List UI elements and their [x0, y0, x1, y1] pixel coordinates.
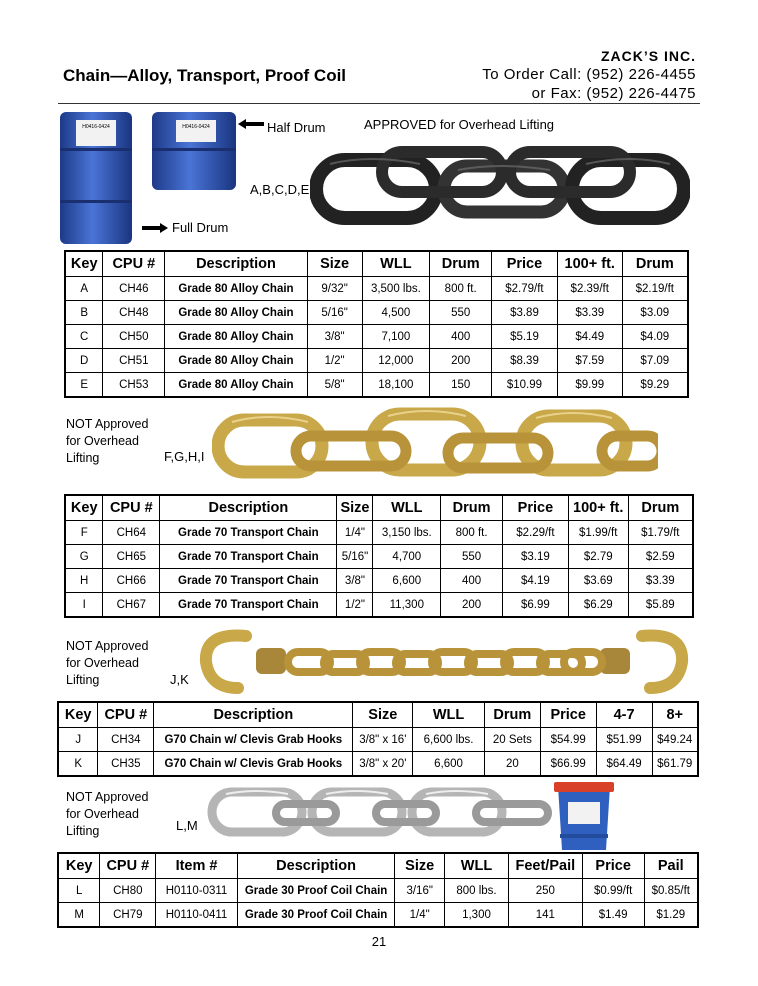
table-cell: $4.09 [622, 325, 688, 349]
table-cell: $1.79/ft [628, 521, 693, 545]
table-cell: Grade 70 Transport Chain [160, 521, 337, 545]
table-cell: $6.29 [568, 593, 628, 618]
table-cell: $51.99 [596, 728, 652, 752]
table-cell: 5/16" [337, 545, 373, 569]
table-cell: G70 Chain w/ Clevis Grab Hooks [154, 728, 353, 752]
table-cell: 20 [484, 752, 540, 777]
table-cell: $2.29/ft [503, 521, 569, 545]
table-cell: 3/8" [307, 325, 362, 349]
table-cell: $3.19 [503, 545, 569, 569]
table-cell: 3/8" [337, 569, 373, 593]
table-cell: CH50 [103, 325, 165, 349]
table-cell: Grade 80 Alloy Chain [165, 301, 308, 325]
table-cell: H0110-0411 [156, 903, 238, 928]
table-cell: $1.49 [582, 903, 644, 928]
grab-hook-chain-table [57, 701, 699, 777]
arrow-left-icon [236, 118, 266, 130]
table-cell: CH53 [103, 373, 165, 398]
table-cell: E [65, 373, 103, 398]
table-cell: 250 [508, 879, 582, 903]
table-cell: Grade 80 Alloy Chain [165, 325, 308, 349]
table-cell: 6,600 [413, 752, 485, 777]
half-drum-label: Half Drum [267, 120, 326, 135]
table-cell: $10.99 [492, 373, 558, 398]
table-cell: A [65, 277, 103, 301]
table-cell: $5.89 [628, 593, 693, 618]
table-cell: $4.49 [557, 325, 622, 349]
table-cell: $3.69 [568, 569, 628, 593]
keys-label-j-k: J,K [170, 672, 189, 687]
column-header: Price [503, 495, 569, 521]
table-cell: 141 [508, 903, 582, 928]
column-header: Drum [628, 495, 693, 521]
table-row [58, 752, 698, 777]
table-cell: I [65, 593, 103, 618]
column-header: Size [307, 251, 362, 277]
table-cell: 1,300 [445, 903, 509, 928]
table-row [65, 569, 693, 593]
gold-transport-chain-image [212, 400, 658, 488]
column-header: Description [237, 853, 394, 879]
table-row [58, 728, 698, 752]
table-cell: 3,150 lbs. [373, 521, 441, 545]
column-header: 100+ ft. [557, 251, 622, 277]
table-cell: 6,600 lbs. [413, 728, 485, 752]
table-cell: F [65, 521, 103, 545]
column-header: Drum [622, 251, 688, 277]
table-cell: $2.39/ft [557, 277, 622, 301]
table-cell: 550 [441, 545, 503, 569]
table-cell: 150 [430, 373, 492, 398]
table-cell: CH51 [103, 349, 165, 373]
column-header: Price [540, 702, 596, 728]
table-cell: Grade 70 Transport Chain [160, 593, 337, 618]
table-cell: $9.99 [557, 373, 622, 398]
table-cell: $3.89 [492, 301, 558, 325]
table-cell: $3.39 [557, 301, 622, 325]
page-title: Chain—Alloy, Transport, Proof Coil [63, 66, 347, 85]
table-cell: 400 [441, 569, 503, 593]
table-cell: 9/32" [307, 277, 362, 301]
table-cell: $4.19 [503, 569, 569, 593]
table-cell: CH46 [103, 277, 165, 301]
column-header: Key [58, 853, 100, 879]
table-cell: $3.39 [628, 569, 693, 593]
table-cell: Grade 80 Alloy Chain [165, 349, 308, 373]
column-header: Pail [644, 853, 698, 879]
table-row [58, 903, 698, 928]
table-cell: CH35 [98, 752, 154, 777]
table-cell: 800 lbs. [445, 879, 509, 903]
table-cell: G [65, 545, 103, 569]
page-number: 21 [371, 934, 387, 949]
table-cell: $2.79 [568, 545, 628, 569]
transport-chain-table [64, 494, 694, 618]
approval-label: APPROVED for Overhead Lifting [364, 117, 555, 132]
column-header: Item # [156, 853, 238, 879]
table-cell: $7.09 [622, 349, 688, 373]
column-header: 4-7 [596, 702, 652, 728]
not-approved-label-3: NOT Approved for Overhead Lifting [66, 639, 149, 687]
table-cell: Grade 70 Transport Chain [160, 569, 337, 593]
table-cell: 1/2" [307, 349, 362, 373]
column-header: CPU # [103, 251, 165, 277]
header-divider [58, 103, 700, 104]
table-cell: Grade 80 Alloy Chain [165, 277, 308, 301]
table-cell: 3/8" x 16' [353, 728, 413, 752]
table-cell: $49.24 [652, 728, 698, 752]
table-row [65, 593, 693, 618]
table-cell: $61.79 [652, 752, 698, 777]
pail-image [552, 780, 616, 852]
column-header: WLL [413, 702, 485, 728]
column-header: 8+ [652, 702, 698, 728]
table-cell: 1/4" [337, 521, 373, 545]
not-approved-label-4: NOT Approved for Overhead Lifting [66, 790, 149, 838]
column-header: CPU # [100, 853, 156, 879]
table-cell: 1/2" [337, 593, 373, 618]
table-cell: CH64 [103, 521, 160, 545]
table-cell: 3,500 lbs. [362, 277, 430, 301]
table-cell: H0110-0311 [156, 879, 238, 903]
table-cell: J [58, 728, 98, 752]
column-header: Description [160, 495, 337, 521]
table-cell: $1.99/ft [568, 521, 628, 545]
order-contact [482, 65, 696, 103]
column-header: Feet/Pail [508, 853, 582, 879]
table-cell: Grade 70 Transport Chain [160, 545, 337, 569]
keys-label-a-e: A,B,C,D,E [250, 182, 310, 197]
table-cell: Grade 80 Alloy Chain [165, 373, 308, 398]
column-header: Drum [441, 495, 503, 521]
column-header: Size [395, 853, 445, 879]
column-header: Drum [430, 251, 492, 277]
table-cell: 4,500 [362, 301, 430, 325]
table-row [65, 277, 688, 301]
column-header: WLL [362, 251, 430, 277]
column-header: WLL [445, 853, 509, 879]
table-cell: 3/16" [395, 879, 445, 903]
full-drum-tag: H0416-0424 [82, 124, 110, 130]
column-header: Description [165, 251, 308, 277]
table-cell: $0.99/ft [582, 879, 644, 903]
table-cell: $5.19 [492, 325, 558, 349]
table-cell: 1/4" [395, 903, 445, 928]
black-alloy-chain-image [310, 140, 690, 238]
table-cell: CH48 [103, 301, 165, 325]
table-cell: $54.99 [540, 728, 596, 752]
table-cell: $66.99 [540, 752, 596, 777]
table-cell: 18,100 [362, 373, 430, 398]
table-cell: 6,600 [373, 569, 441, 593]
table-cell: $1.29 [644, 903, 698, 928]
column-header: Key [65, 251, 103, 277]
table-cell: K [58, 752, 98, 777]
table-cell: 200 [441, 593, 503, 618]
table-cell: CH65 [103, 545, 160, 569]
table-cell: $2.19/ft [622, 277, 688, 301]
column-header: Size [337, 495, 373, 521]
column-header: Price [492, 251, 558, 277]
table-cell: G70 Chain w/ Clevis Grab Hooks [154, 752, 353, 777]
table-cell: $6.99 [503, 593, 569, 618]
column-header: 100+ ft. [568, 495, 628, 521]
table-cell: 800 ft. [441, 521, 503, 545]
table-row [65, 301, 688, 325]
table-cell: Grade 30 Proof Coil Chain [237, 879, 394, 903]
table-cell: C [65, 325, 103, 349]
table-cell: M [58, 903, 100, 928]
table-cell: 800 ft. [430, 277, 492, 301]
half-drum-icon [152, 112, 236, 190]
column-header: WLL [373, 495, 441, 521]
table-row [65, 521, 693, 545]
table-cell: 5/16" [307, 301, 362, 325]
table-cell: CH79 [100, 903, 156, 928]
table-cell: $9.29 [622, 373, 688, 398]
arrow-right-icon [140, 222, 170, 234]
table-cell: 20 Sets [484, 728, 540, 752]
half-drum-tag: H0416-0424 [182, 124, 210, 130]
company-name: ZACK’S INC. [601, 48, 696, 64]
table-row [58, 879, 698, 903]
column-header: Key [65, 495, 103, 521]
table-cell: B [65, 301, 103, 325]
table-cell: 12,000 [362, 349, 430, 373]
table-cell: CH67 [103, 593, 160, 618]
table-cell: $64.49 [596, 752, 652, 777]
table-cell: $8.39 [492, 349, 558, 373]
column-header: Key [58, 702, 98, 728]
table-cell: CH80 [100, 879, 156, 903]
full-drum-label: Full Drum [172, 220, 229, 235]
not-approved-label-2: NOT Approved for Overhead Lifting [66, 417, 149, 465]
column-header: CPU # [103, 495, 160, 521]
steel-proof-coil-chain-image [206, 784, 552, 840]
table-cell: 11,300 [373, 593, 441, 618]
table-cell: CH66 [103, 569, 160, 593]
keys-label-l-m: L,M [176, 818, 198, 833]
alloy-chain-table [64, 250, 689, 398]
table-cell: Grade 30 Proof Coil Chain [237, 903, 394, 928]
table-cell: 5/8" [307, 373, 362, 398]
table-cell: D [65, 349, 103, 373]
table-cell: CH34 [98, 728, 154, 752]
table-row [65, 373, 688, 398]
table-row [65, 325, 688, 349]
table-row [65, 545, 693, 569]
column-header: Size [353, 702, 413, 728]
table-cell: $3.09 [622, 301, 688, 325]
table-cell: 7,100 [362, 325, 430, 349]
table-cell: 400 [430, 325, 492, 349]
order-call: To Order Call: (952) 226-4455 [482, 66, 696, 83]
table-cell: $7.59 [557, 349, 622, 373]
keys-label-f-i: F,G,H,I [164, 449, 205, 464]
proof-coil-chain-table [57, 852, 699, 928]
table-row [65, 349, 688, 373]
table-cell: 3/8" x 20' [353, 752, 413, 777]
grab-hook-chain-image [196, 622, 692, 702]
column-header: Price [582, 853, 644, 879]
table-cell: L [58, 879, 100, 903]
table-cell: $0.85/ft [644, 879, 698, 903]
column-header: CPU # [98, 702, 154, 728]
column-header: Description [154, 702, 353, 728]
table-cell: $2.59 [628, 545, 693, 569]
order-fax: or Fax: (952) 226-4475 [531, 85, 696, 102]
table-cell: $2.79/ft [492, 277, 558, 301]
table-cell: 200 [430, 349, 492, 373]
table-cell: H [65, 569, 103, 593]
column-header: Drum [484, 702, 540, 728]
table-cell: 550 [430, 301, 492, 325]
table-cell: 4,700 [373, 545, 441, 569]
full-drum-icon [60, 112, 132, 244]
